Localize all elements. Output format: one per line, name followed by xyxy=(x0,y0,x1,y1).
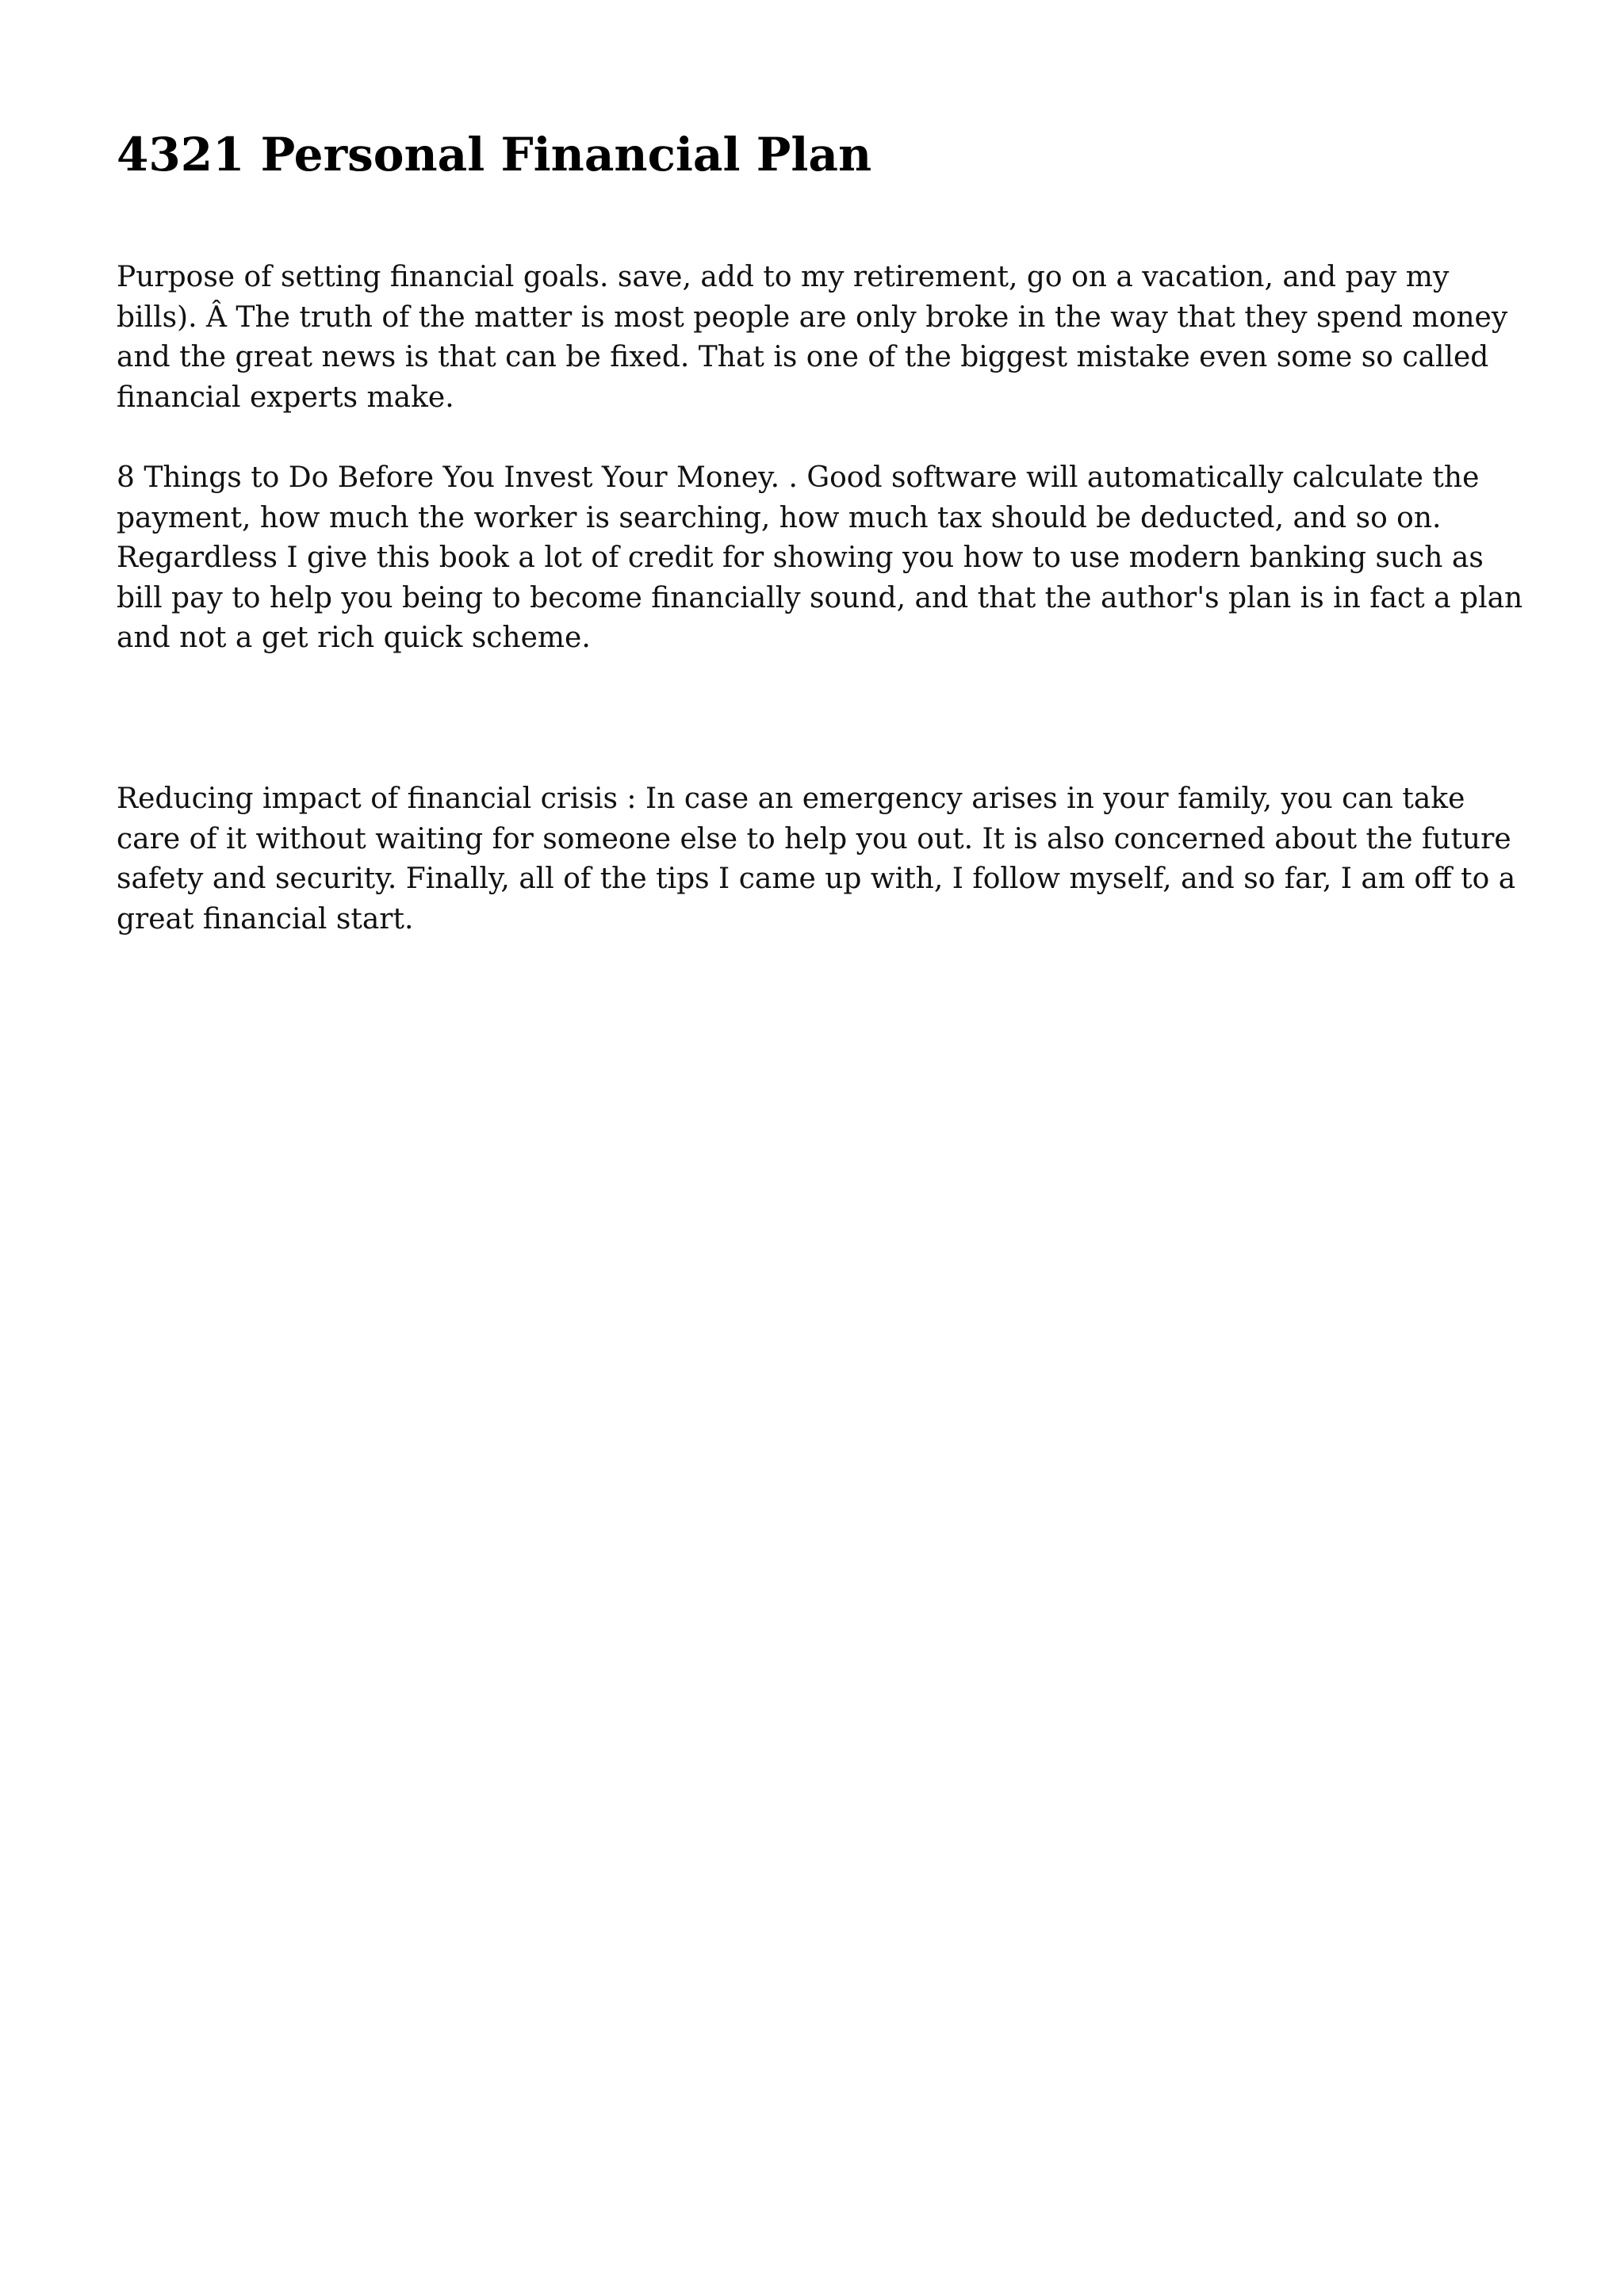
paragraph-financial-crisis: Reducing impact of financial crisis : In case an emergency arises in your family, you can take care of it without waiting for someone else to help you out. It is also concerned about the future safety and security. Finally, all of the tips I came up with, I follow myself, and so far, I am off to a great financial start. xyxy=(117,783,1516,936)
page-title: 4321 Personal Financial Plan xyxy=(117,128,872,182)
paragraph-financial-goals: Purpose of setting financial goals. save, add to my retirement, go on a vacation, and pay my bills). Â The truth of the matter is most people are only broke in the way that they spend money and the great news is that can be fixed. That is one of the biggest mistake even some so called financial experts make. xyxy=(117,261,1508,414)
paragraph-invest-money: 8 Things to Do Before You Invest Your Money. . Good software will automatically calculate the payment, how much the worker is searching, how much tax should be deducted, and so on. Regardless I give this book a lot of credit for showing you how to use modern banking such as bill pay to help you being to become financially sound, and that the author's plan is in fact a plan and not a get rich quick scheme. xyxy=(117,461,1523,654)
